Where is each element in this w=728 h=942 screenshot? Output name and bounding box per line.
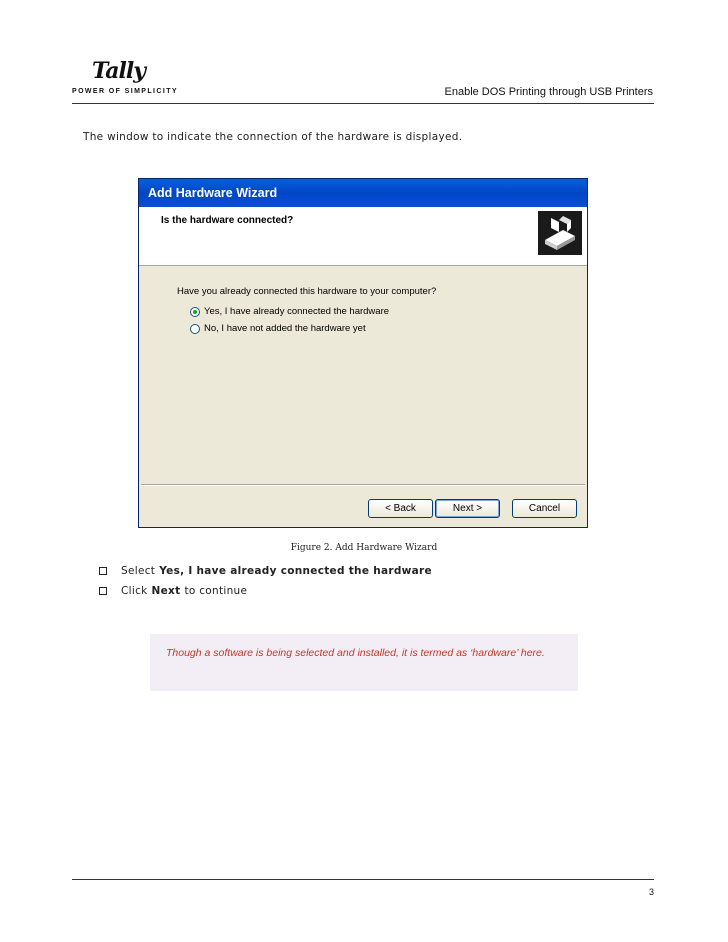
note-box: Though a software is being selected and installed, it is termed as ‘hardware’ here.: [150, 634, 578, 691]
figure-caption: Figure 2. Add Hardware Wizard: [290, 543, 438, 553]
intro-text: The window to indicate the connection of the hardware is displayed.: [83, 131, 463, 143]
back-button[interactable]: < Back: [368, 499, 433, 518]
add-hardware-wizard-window: [138, 178, 588, 528]
wizard-prompt: Have you already connected this hardware to your computer?: [177, 286, 437, 297]
step-bold: Next: [151, 585, 181, 597]
wizard-titlebar: Add Hardware Wizard: [139, 179, 587, 207]
radio-not-added[interactable]: [190, 323, 366, 334]
logo-word: Tally: [92, 58, 146, 84]
hardware-icon: [537, 210, 583, 256]
wizard-question: Is the hardware connected?: [161, 215, 294, 226]
radio-yes-label: Yes, I have already connected the hardware: [204, 306, 390, 317]
step-prefix: Click: [121, 585, 148, 597]
radio-yes-connected[interactable]: [190, 306, 389, 317]
cancel-button[interactable]: Cancel: [512, 499, 577, 518]
document-title: Enable DOS Printing through USB Printers: [444, 86, 653, 98]
header-rule: [72, 103, 654, 104]
bullet-square-icon: [99, 587, 107, 595]
radio-no-label: No, I have not added the hardware yet: [204, 323, 366, 334]
step-select: [99, 565, 436, 577]
wizard-body: [139, 266, 587, 494]
wizard-header: [139, 207, 587, 266]
bullet-square-icon: [99, 567, 107, 575]
step-click-next: [99, 585, 247, 597]
footer-rule: [72, 879, 654, 880]
page-number: 3: [648, 887, 654, 897]
step-bold: Yes, I have already connected the hardware: [159, 565, 432, 577]
logo-tagline: POWER OF SIMPLICITY: [72, 88, 178, 95]
step-suffix: to continue: [184, 585, 248, 597]
tally-logo: [72, 58, 192, 98]
wizard-separator: [141, 484, 585, 486]
next-button[interactable]: Next >: [435, 499, 500, 518]
step-prefix: Select: [121, 565, 156, 577]
radio-selected-icon[interactable]: [190, 307, 200, 317]
radio-unselected-icon[interactable]: [190, 324, 200, 334]
